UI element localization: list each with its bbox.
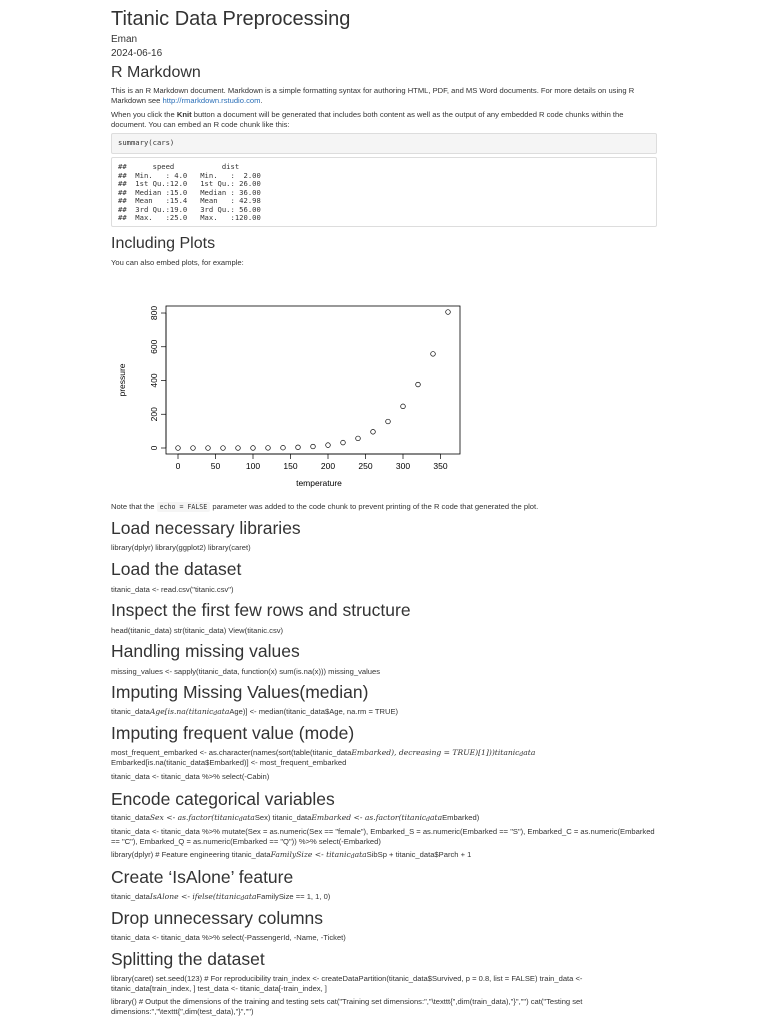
data-point bbox=[356, 436, 361, 441]
code-output-summary: ## speed dist ## Min. : 4.0 Min. : 2.00 ## 1st Qu.:12.0 1st Qu.: 26.00 ## Median :15.0 Median : 36.00 ## Mean :15.4 Mean : 42.98 ## 3rd Qu.:19.0 3rd Qu.: 56.00 ## Max. :25.0 Max. :120.00 bbox=[111, 157, 657, 227]
splitting-text-2: library() # Output the dimensions of the training and testing sets cat("Training set dimensions:","\texttt{",dim(train_data),"}","") cat("Testing set dimensions:","\texttt{",dim(test_data),"}","") bbox=[111, 997, 583, 1016]
heading-drop-columns: Drop unnecessary columns bbox=[111, 908, 324, 928]
y-tick-label: 200 bbox=[149, 407, 159, 422]
plots-intro: You can also embed plots, for example: bbox=[111, 258, 244, 267]
data-point bbox=[206, 446, 211, 451]
data-point bbox=[221, 446, 226, 451]
x-tick-label: 0 bbox=[175, 461, 181, 471]
data-point bbox=[176, 446, 181, 451]
x-tick-label: 200 bbox=[320, 461, 336, 471]
heading-missing-values: Handling missing values bbox=[111, 641, 300, 661]
y-tick-label: 0 bbox=[149, 445, 159, 451]
x-tick-label: 150 bbox=[283, 461, 298, 471]
data-point bbox=[401, 404, 406, 409]
page-title: Titanic Data Preprocessing bbox=[111, 8, 351, 30]
x-tick-label: 300 bbox=[395, 461, 411, 471]
document bbox=[111, 0, 657, 1016]
data-point bbox=[236, 446, 241, 451]
heading-including-plots: Including Plots bbox=[111, 235, 216, 252]
rmarkdown-link[interactable]: http://rmarkdown.rstudio.com bbox=[162, 96, 261, 105]
heading-load-libraries: Load necessary libraries bbox=[111, 518, 301, 538]
x-tick-label: 50 bbox=[210, 461, 221, 471]
impute-mode-text: most_frequent_embarked <- as.character(names(sort(table(titanic_dataEmbarked), decreasing = TRUE)[1]))titanicdata bbox=[111, 748, 536, 758]
impute-mode-text-2: Embarked[is.na(titanic_data$Embarked)] <- most_frequent_embarked bbox=[111, 758, 347, 767]
drop-cabin-text: titanic_data <- titanic_data %>% select(-Cabin) bbox=[111, 772, 270, 781]
pressure-scatter-plot bbox=[108, 272, 654, 497]
inspect-text: head(titanic_data) str(titanic_data) View(titanic.csv) bbox=[111, 626, 284, 635]
data-point bbox=[371, 430, 376, 435]
isalone-text: titanic_dataIsAlone <- ifelse(titanicdataFamilySize == 1, 1, 0) bbox=[111, 892, 331, 902]
data-point bbox=[191, 446, 196, 451]
x-axis-label: temperature bbox=[296, 478, 342, 488]
data-point bbox=[296, 445, 301, 450]
code-chunk-summary: summary(cars) bbox=[111, 133, 657, 154]
heading-encode: Encode categorical variables bbox=[111, 789, 335, 809]
drop-columns-text: titanic_data <- titanic_data %>% select(-PassengerId, -Name, -Ticket) bbox=[111, 933, 346, 942]
y-tick-label: 400 bbox=[149, 373, 159, 388]
heading-isalone: Create ‘IsAlone’ feature bbox=[111, 867, 294, 887]
data-point bbox=[416, 382, 421, 387]
plot-points bbox=[176, 310, 451, 451]
rmd-paragraph-1: This is an R Markdown document. Markdown is a simple formatting syntax for authoring HTML, PDF, and MS Word documents. For more details on using R Markdown see http://rmarkdown.rstudio.com. bbox=[111, 86, 635, 105]
heading-inspect: Inspect the first few rows and structure bbox=[111, 600, 411, 620]
family-size-text: library(dplyr) # Feature engineering titanic_dataFamilySize <- titanicdataSibSp + titanic_data$Parch + 1 bbox=[111, 850, 472, 860]
x-tick-label: 100 bbox=[245, 461, 261, 471]
impute-median-text: titanic_dataAge[is.na(titanicdataAge)] <- median(titanic_data$Age, na.rm = TRUE) bbox=[111, 707, 399, 717]
y-tick-label: 800 bbox=[149, 305, 159, 321]
date: 2024-06-16 bbox=[111, 48, 163, 59]
heading-load-dataset: Load the dataset bbox=[111, 559, 242, 579]
data-point bbox=[251, 446, 256, 451]
load-libraries-text: library(dplyr) library(ggplot2) library(caret) bbox=[111, 543, 251, 552]
y-axis-label: pressure bbox=[117, 363, 127, 397]
missing-values-text: missing_values <- sapply(titanic_data, function(x) sum(is.na(x))) missing_values bbox=[111, 667, 381, 676]
heading-r-markdown: R Markdown bbox=[111, 64, 201, 81]
heading-impute-mode: Imputing frequent value (mode) bbox=[111, 723, 355, 743]
heading-splitting: Splitting the dataset bbox=[111, 949, 265, 969]
data-point bbox=[386, 419, 391, 424]
splitting-text-1: library(caret) set.seed(123) # For reproducibility train_index <- createDataPartition(titanic_data$Survived, p = 0.8, list = FALSE) train_data <- titanic_data[train_index, ] test_data <- titanic_data[-train_index, ] bbox=[111, 974, 583, 993]
data-point bbox=[281, 445, 286, 450]
data-point bbox=[341, 440, 346, 445]
load-dataset-text: titanic_data <- read.csv("titanic.csv") bbox=[111, 585, 234, 594]
heading-impute-median: Imputing Missing Values(median) bbox=[111, 682, 369, 702]
rmd-paragraph-2: When you click the Knit button a document will be generated that includes both content as well as the output of any embedded R code chunks within the document. You can embed an R code chunk like this: bbox=[111, 110, 624, 129]
encode-text-2: titanic_data <- titanic_data %>% mutate(Sex = as.numeric(Sex == "female"), Embarked_S = as.numeric(Embarked == "S"), Embarked_C = as.numeric(Embarked == "C"), Embarked_Q = as.numeric(Embarked == "Q")) %>% select(-Embarked) bbox=[111, 827, 655, 846]
x-axis bbox=[176, 454, 448, 471]
y-axis bbox=[149, 306, 166, 451]
author: Eman bbox=[111, 34, 138, 45]
data-point bbox=[446, 310, 451, 315]
x-tick-label: 350 bbox=[433, 461, 448, 471]
plot-frame bbox=[166, 306, 460, 454]
x-tick-label: 250 bbox=[358, 461, 373, 471]
plots-note: Note that the echo = FALSE parameter was added to the code chunk to prevent printing of the R code that generated the plot. bbox=[111, 502, 539, 511]
y-tick-label: 600 bbox=[149, 339, 159, 354]
encode-text-1: titanic_dataSex <- as.factor(titanicdataSex) titanic_dataEmbarked <- as.factor(titanicdataEmbarked) bbox=[111, 813, 480, 823]
data-point bbox=[266, 446, 271, 451]
data-point bbox=[326, 443, 331, 448]
data-point bbox=[431, 352, 436, 357]
data-point bbox=[311, 444, 316, 449]
